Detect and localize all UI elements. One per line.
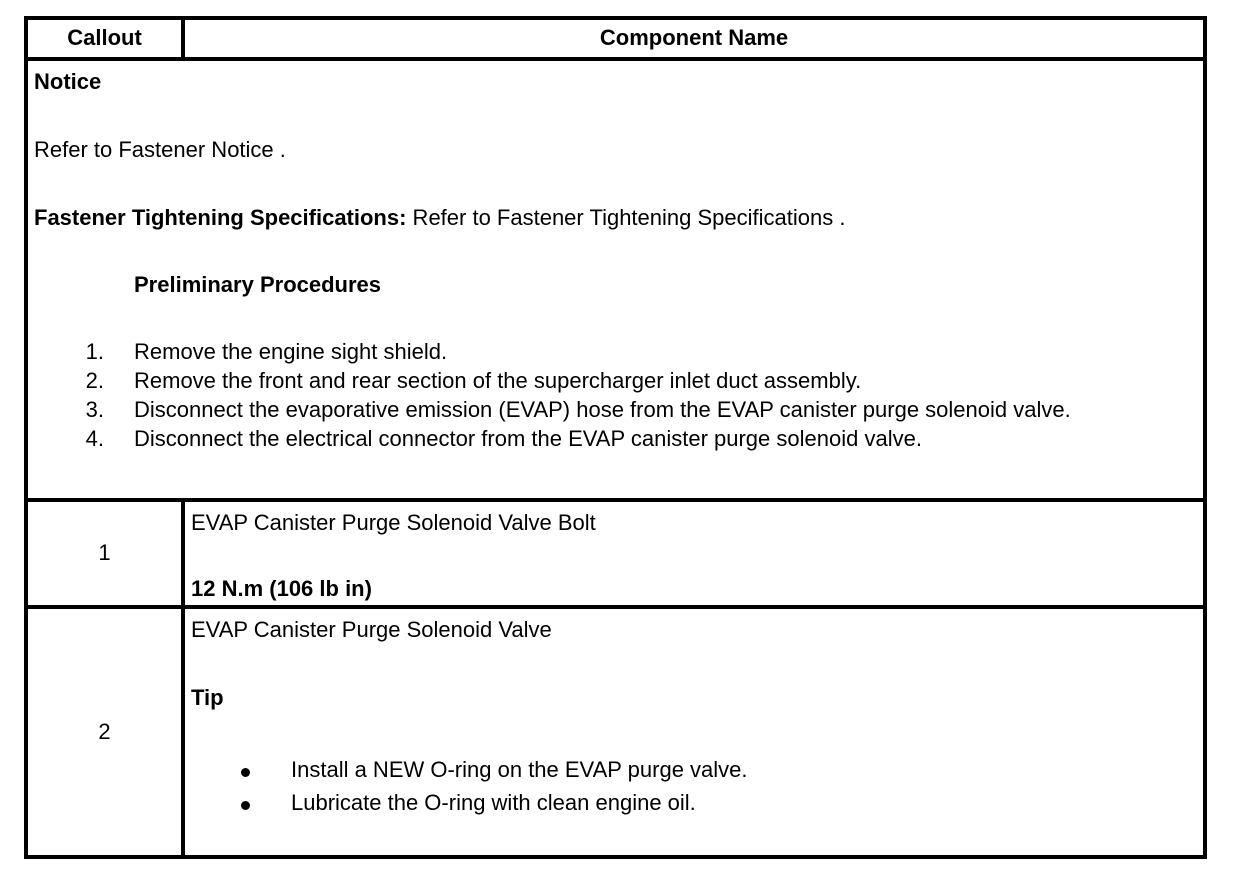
component-name: EVAP Canister Purge Solenoid Valve Bolt	[191, 510, 596, 536]
list-item	[84, 397, 1071, 426]
tip-list	[241, 757, 748, 823]
step-number: 1.	[85, 338, 104, 364]
bullet-icon	[241, 768, 250, 777]
component-name: EVAP Canister Purge Solenoid Valve	[191, 616, 552, 642]
notice-title: Notice	[34, 68, 102, 94]
table-row	[26, 500, 1205, 607]
notice-refer-text: Refer to Fastener Notice .	[34, 136, 286, 162]
notice-row	[26, 59, 1205, 500]
component-cell	[183, 607, 1205, 857]
list-item	[84, 368, 1071, 397]
fastener-spec-text: Refer to Fastener Tightening Specifications .	[406, 204, 846, 230]
step-text: Disconnect the electrical connector from the EVAP canister purge solenoid valve.	[134, 425, 922, 451]
list-item	[241, 790, 748, 823]
list-item	[84, 426, 1071, 455]
component-table	[24, 16, 1207, 859]
step-number: 2.	[85, 367, 104, 393]
callout-cell: 2	[26, 607, 183, 857]
table-row	[26, 607, 1205, 857]
header-component-name: Component Name	[183, 18, 1205, 59]
tip-title: Tip	[191, 684, 224, 710]
preliminary-procedures-title: Preliminary Procedures	[134, 271, 382, 297]
torque-spec: 12 N.m (106 lb in)	[191, 576, 372, 602]
component-cell	[183, 500, 1205, 607]
bullet-icon	[241, 801, 250, 810]
fastener-spec-label: Fastener Tightening Specifications:	[34, 204, 407, 230]
step-text: Disconnect the evaporative emission (EVAP) hose from the EVAP canister purge solenoid valve.	[134, 396, 1071, 422]
notice-cell	[26, 59, 1205, 500]
list-item	[84, 339, 1071, 368]
tip-text: Lubricate the O-ring with clean engine oil.	[291, 789, 696, 815]
list-item	[241, 757, 748, 790]
step-number: 4.	[85, 425, 104, 451]
tip-text: Install a NEW O-ring on the EVAP purge valve.	[291, 756, 748, 782]
header-row	[26, 18, 1205, 59]
step-text: Remove the engine sight shield.	[134, 338, 448, 364]
step-number: 3.	[85, 396, 104, 422]
header-callout: Callout	[26, 18, 183, 59]
callout-cell: 1	[26, 500, 183, 607]
step-text: Remove the front and rear section of the supercharger inlet duct assembly.	[134, 367, 862, 393]
fastener-spec-line	[34, 205, 845, 231]
preliminary-steps-list	[84, 339, 1071, 455]
